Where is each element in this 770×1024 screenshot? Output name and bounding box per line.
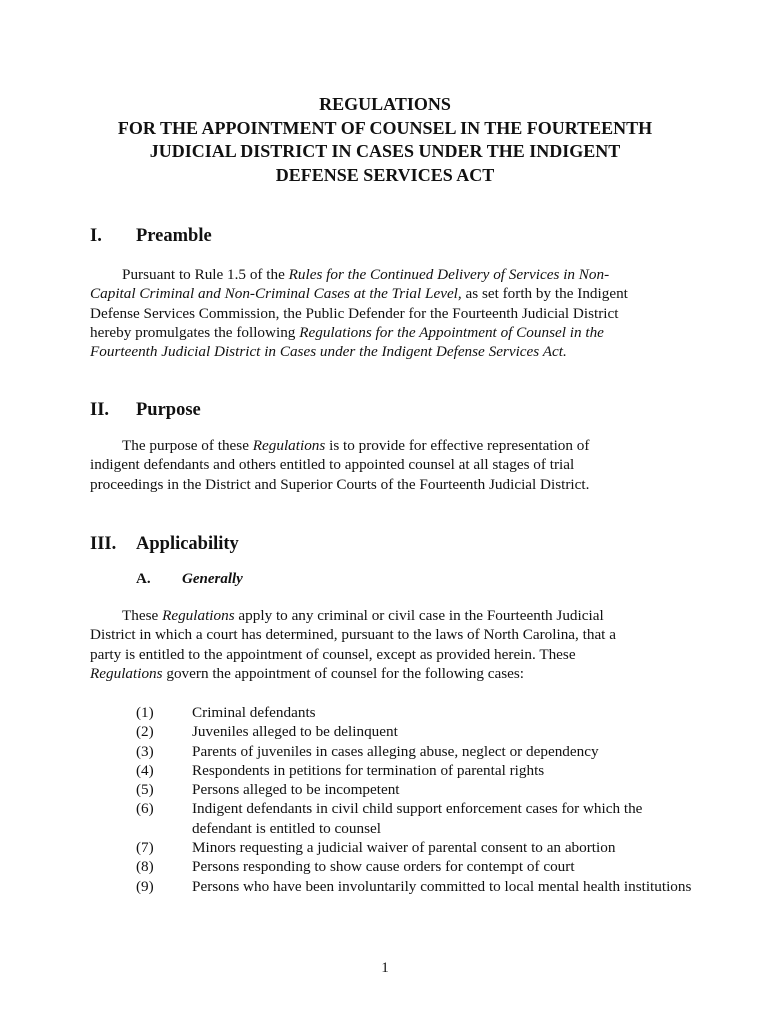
case-type-list xyxy=(136,703,692,896)
section-title: Applicability xyxy=(136,534,239,554)
text-run: hereby promulgates the following xyxy=(90,323,300,341)
title-line: FOR THE APPOINTMENT OF COUNSEL IN THE FOURTEENTH xyxy=(117,117,653,138)
section-number: II. xyxy=(90,400,110,420)
list-text: Persons responding to show cause orders for contempt of court xyxy=(192,858,575,876)
italic-run: Regulations for the Appointment of Counsel in the xyxy=(299,323,604,341)
list-item xyxy=(136,877,692,896)
list-item xyxy=(136,761,692,780)
title-line: REGULATIONS xyxy=(319,94,451,114)
section-number: I. xyxy=(90,226,102,246)
list-item xyxy=(136,742,692,761)
text-run: govern the appointment of counsel for the following cases: xyxy=(162,664,525,682)
list-number: (9) xyxy=(136,877,154,895)
text-run: , as set forth by the Indigent xyxy=(457,285,628,303)
title-line: JUDICIAL DISTRICT IN CASES UNDER THE INDIGENT xyxy=(149,141,621,161)
list-text: Parents of juveniles in cases alleging abuse, neglect or dependency xyxy=(192,742,599,760)
preamble-paragraph xyxy=(90,265,682,361)
section-heading-preamble xyxy=(90,224,212,248)
list-text: Criminal defendants xyxy=(192,704,316,721)
italic-run: Regulations xyxy=(162,607,235,624)
section-title: Preamble xyxy=(136,226,212,246)
text-line: Defense Services Commission, the Public Defender for the Fourteenth Judicial District xyxy=(90,304,619,322)
text-run: Pursuant to Rule 1.5 of the xyxy=(122,266,289,283)
list-item xyxy=(136,857,692,876)
list-number: (6) xyxy=(136,800,154,818)
text-run: These xyxy=(122,607,163,624)
list-number: (8) xyxy=(136,858,154,876)
list-text: Persons who have been involuntarily committed to local mental health institutions xyxy=(192,877,692,895)
list-number: (4) xyxy=(136,761,154,779)
italic-run: Regulations xyxy=(90,664,163,682)
italic-run: Capital Criminal and Non-Criminal Cases at the Trial Level xyxy=(90,285,458,303)
purpose-paragraph xyxy=(90,436,682,494)
subsection-heading-generally xyxy=(136,570,243,589)
subsection-label: Generally xyxy=(182,571,243,587)
list-number: (3) xyxy=(136,742,154,760)
list-text: Minors requesting a judicial waiver of parental consent to an abortion xyxy=(192,839,616,857)
section-heading-applicability xyxy=(90,532,239,556)
italic-run: Rules for the Continued Delivery of Services in Non- xyxy=(288,266,610,283)
italic-run: Fourteenth Judicial District in Cases under the Indigent Defense Services Act. xyxy=(90,343,567,361)
page-number: 1 xyxy=(381,960,389,976)
section-number: III. xyxy=(90,534,117,554)
subsection-letter: A. xyxy=(136,571,151,587)
list-item xyxy=(136,838,692,857)
text-line: party is entitled to the appointment of counsel, except as provided herein. These xyxy=(90,645,576,663)
list-text: Respondents in petitions for termination of parental rights xyxy=(192,761,545,779)
list-item xyxy=(136,703,692,722)
text-line: indigent defendants and others entitled to appointed counsel at all stages of trial xyxy=(90,456,575,474)
section-title: Purpose xyxy=(136,400,201,420)
text-line: District in which a court has determined, pursuant to the laws of North Carolina, that a xyxy=(90,626,616,644)
list-number: (5) xyxy=(136,781,154,799)
document-title xyxy=(80,93,690,187)
list-number: (1) xyxy=(136,704,154,721)
list-item xyxy=(136,780,692,799)
list-text: Indigent defendants in civil child support enforcement cases for which the defendant is entitled to counsel xyxy=(192,800,643,837)
text-line: proceedings in the District and Superior Courts of the Fourteenth Judicial District. xyxy=(90,475,590,493)
italic-run: Regulations xyxy=(252,437,326,454)
list-number: (2) xyxy=(136,723,154,741)
list-text: Persons alleged to be incompetent xyxy=(192,781,400,799)
text-run: apply to any criminal or civil case in the Fourteenth Judicial xyxy=(234,607,604,624)
list-item xyxy=(136,722,692,741)
list-text: Juveniles alleged to be delinquent xyxy=(192,723,398,741)
text-run: is to provide for effective representation of xyxy=(325,437,590,454)
list-item xyxy=(136,799,692,838)
list-number: (7) xyxy=(136,839,154,857)
title-line: DEFENSE SERVICES ACT xyxy=(275,164,495,185)
text-run: The purpose of these xyxy=(122,437,253,454)
applicability-paragraph xyxy=(90,606,682,683)
section-heading-purpose xyxy=(90,398,201,422)
